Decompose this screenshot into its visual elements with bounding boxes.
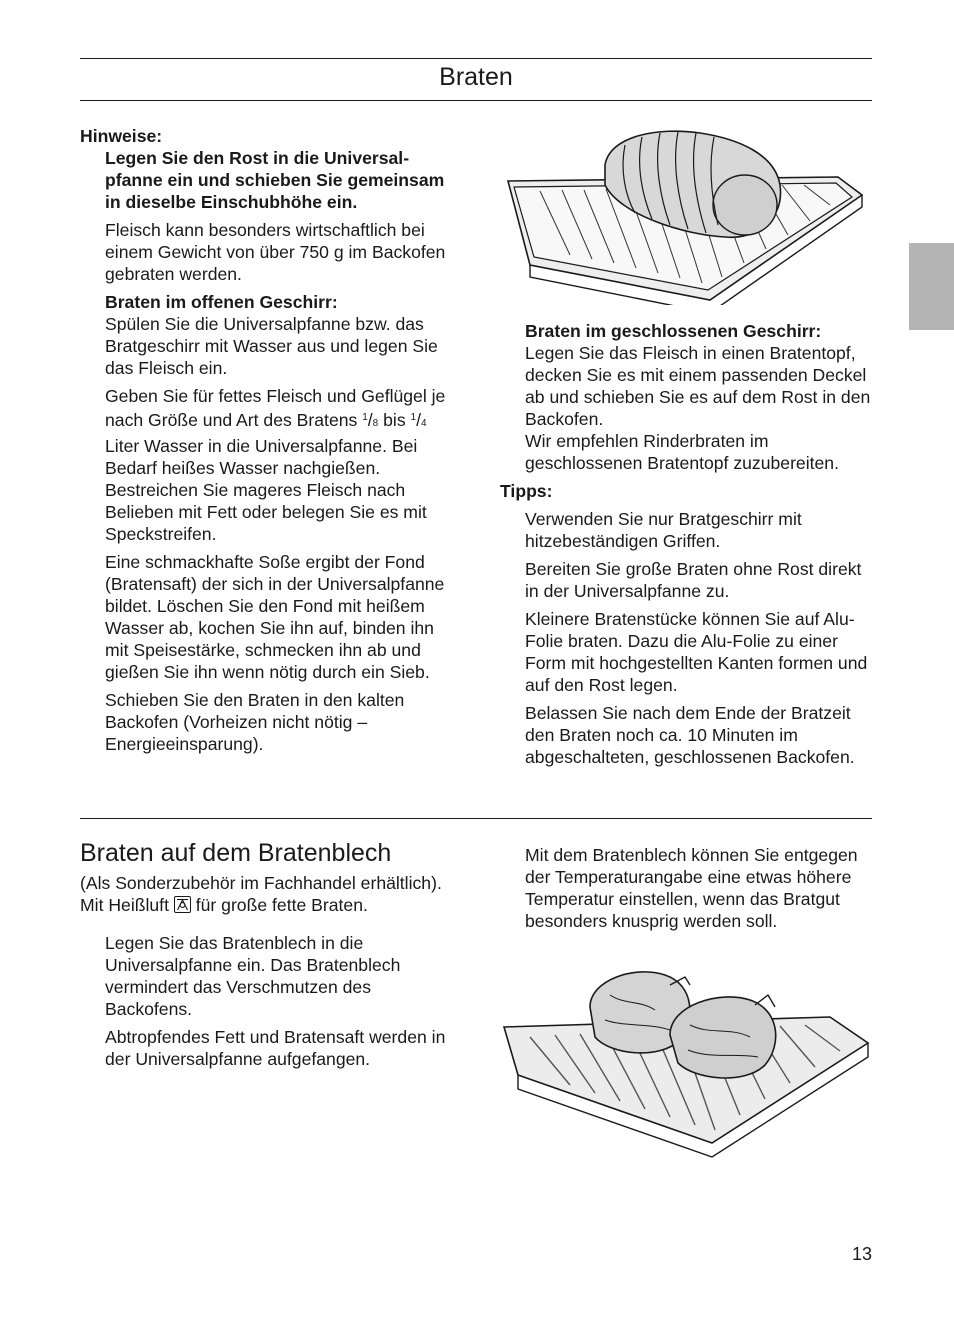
fraction-numerator: 1 <box>410 412 417 423</box>
tip-item: Bereiten Sie große Braten ohne Rost direkt in der Universalpfanne zu. <box>525 559 862 601</box>
paragraph-fett: Geben Sie für fettes Fleisch und Geflügel je nach Größe und Art des Bratens $^1$/8 bis $^1$/4 Liter Wasser in die Universalpfanne. Bei Bedarf heißes Wasser nachgießen. Bestreichen Sie mageres Fleisch nach Belieben mit Fett oder belegen Sie es mit Speckstreifen. <box>105 386 446 544</box>
fraction-numerator: 1 <box>362 412 368 423</box>
left-column <box>80 125 460 761</box>
hinweise-label: Hinweise: <box>80 126 163 146</box>
page-number: 13 <box>851 1244 872 1264</box>
offen-heading: Braten im offenen Geschirr: <box>105 292 338 312</box>
offen-text: Spülen Sie die Universalpfanne bzw. das Bratgeschirr mit Wasser aus und legen Sie das Fleisch ein. <box>105 314 438 378</box>
geschlossen-text-2: Wir empfehlen Rinderbraten im geschlossenen Bratentopf zuzubereiten. <box>525 431 839 473</box>
section2-paragraph-2: Abtropfendes Fett und Bratensaft werden in der Universalpfanne aufgefangen. <box>105 1027 446 1069</box>
note-bold: Legen Sie den Rost in die Universalpfanne ein und schieben Sie gemeinsam in dieselbe Einschubhöhe ein. <box>105 148 445 212</box>
section2-paragraph-1: Legen Sie das Bratenblech in die Universalpfanne ein. Das Bratenblech vermindert das Verschmutzen des Backofens. <box>105 933 401 1019</box>
header-rule-top <box>80 58 872 59</box>
section-rule <box>80 818 872 819</box>
fraction-denominator: 8 <box>372 418 379 429</box>
paragraph-fleisch: Fleisch kann besonders wirtschaftlich bei einem Gewicht von über 750 g im Backofen gebraten werden. <box>105 220 446 284</box>
section2-right-text: Mit dem Bratenblech können Sie entgegen der Temperaturangabe eine etwas höhere Temperatur einstellen, wenn das Bratgut besonders knusprig werden soll. <box>525 845 858 931</box>
geschlossen-text: Legen Sie das Fleisch in einen Bratentopf, decken Sie es mit einem passenden Deckel ab und schieben Sie es auf dem Rost in den Backofen. <box>525 343 871 429</box>
roast-tray-illustration <box>500 965 870 1160</box>
hot-air-icon <box>174 896 191 913</box>
roast-on-rack-illustration <box>500 125 870 305</box>
right-column <box>500 320 872 774</box>
header-rule-bottom <box>80 100 872 101</box>
paragraph-schieben: Schieben Sie den Braten in den kalten Backofen (Vorheizen nicht nötig – Energieeinsparung). <box>105 690 405 754</box>
section2-left <box>80 838 460 1076</box>
tip-item: Verwenden Sie nur Bratgeschirr mit hitzebeständigen Griffen. <box>525 509 802 551</box>
paragraph-sosse: Eine schmackhafte Soße ergibt der Fond (Bratensaft) der sich in der Universalpfanne bildet. Löschen Sie den Fond mit heißem Wasser ab, kochen Sie ihn auf, binden ihn mit Speisestärke, schmecken ihn ab und gießen Sie ihn wenn nötig durch ein Sieb. <box>105 552 445 682</box>
geschlossen-heading: Braten im geschlossenen Geschirr: <box>525 321 822 341</box>
tipps-label: Tipps: <box>500 481 553 501</box>
section2-sub1: (Als Sonderzubehör im Fachhandel erhältlich). <box>80 873 442 893</box>
tip-item: Kleinere Bratenstücke können Sie auf Alu-Folie braten. Dazu die Alu-Folie zu einer Form mit hochgestellten Kanten formen und auf den Rost legen. <box>525 609 868 695</box>
section2-heading: Braten auf dem Bratenblech <box>80 839 392 867</box>
page-title: Braten <box>439 63 513 91</box>
chapter-tab-marker <box>909 243 954 330</box>
fraction-denominator: 4 <box>420 418 427 429</box>
tip-item: Belassen Sie nach dem Ende der Bratzeit den Braten noch ca. 10 Minuten im abgeschalteten, geschlossenen Backofen. <box>525 703 855 767</box>
section2-sub2: Mit Heißluft für große fette Braten. <box>80 895 368 915</box>
section2-right <box>525 844 870 932</box>
